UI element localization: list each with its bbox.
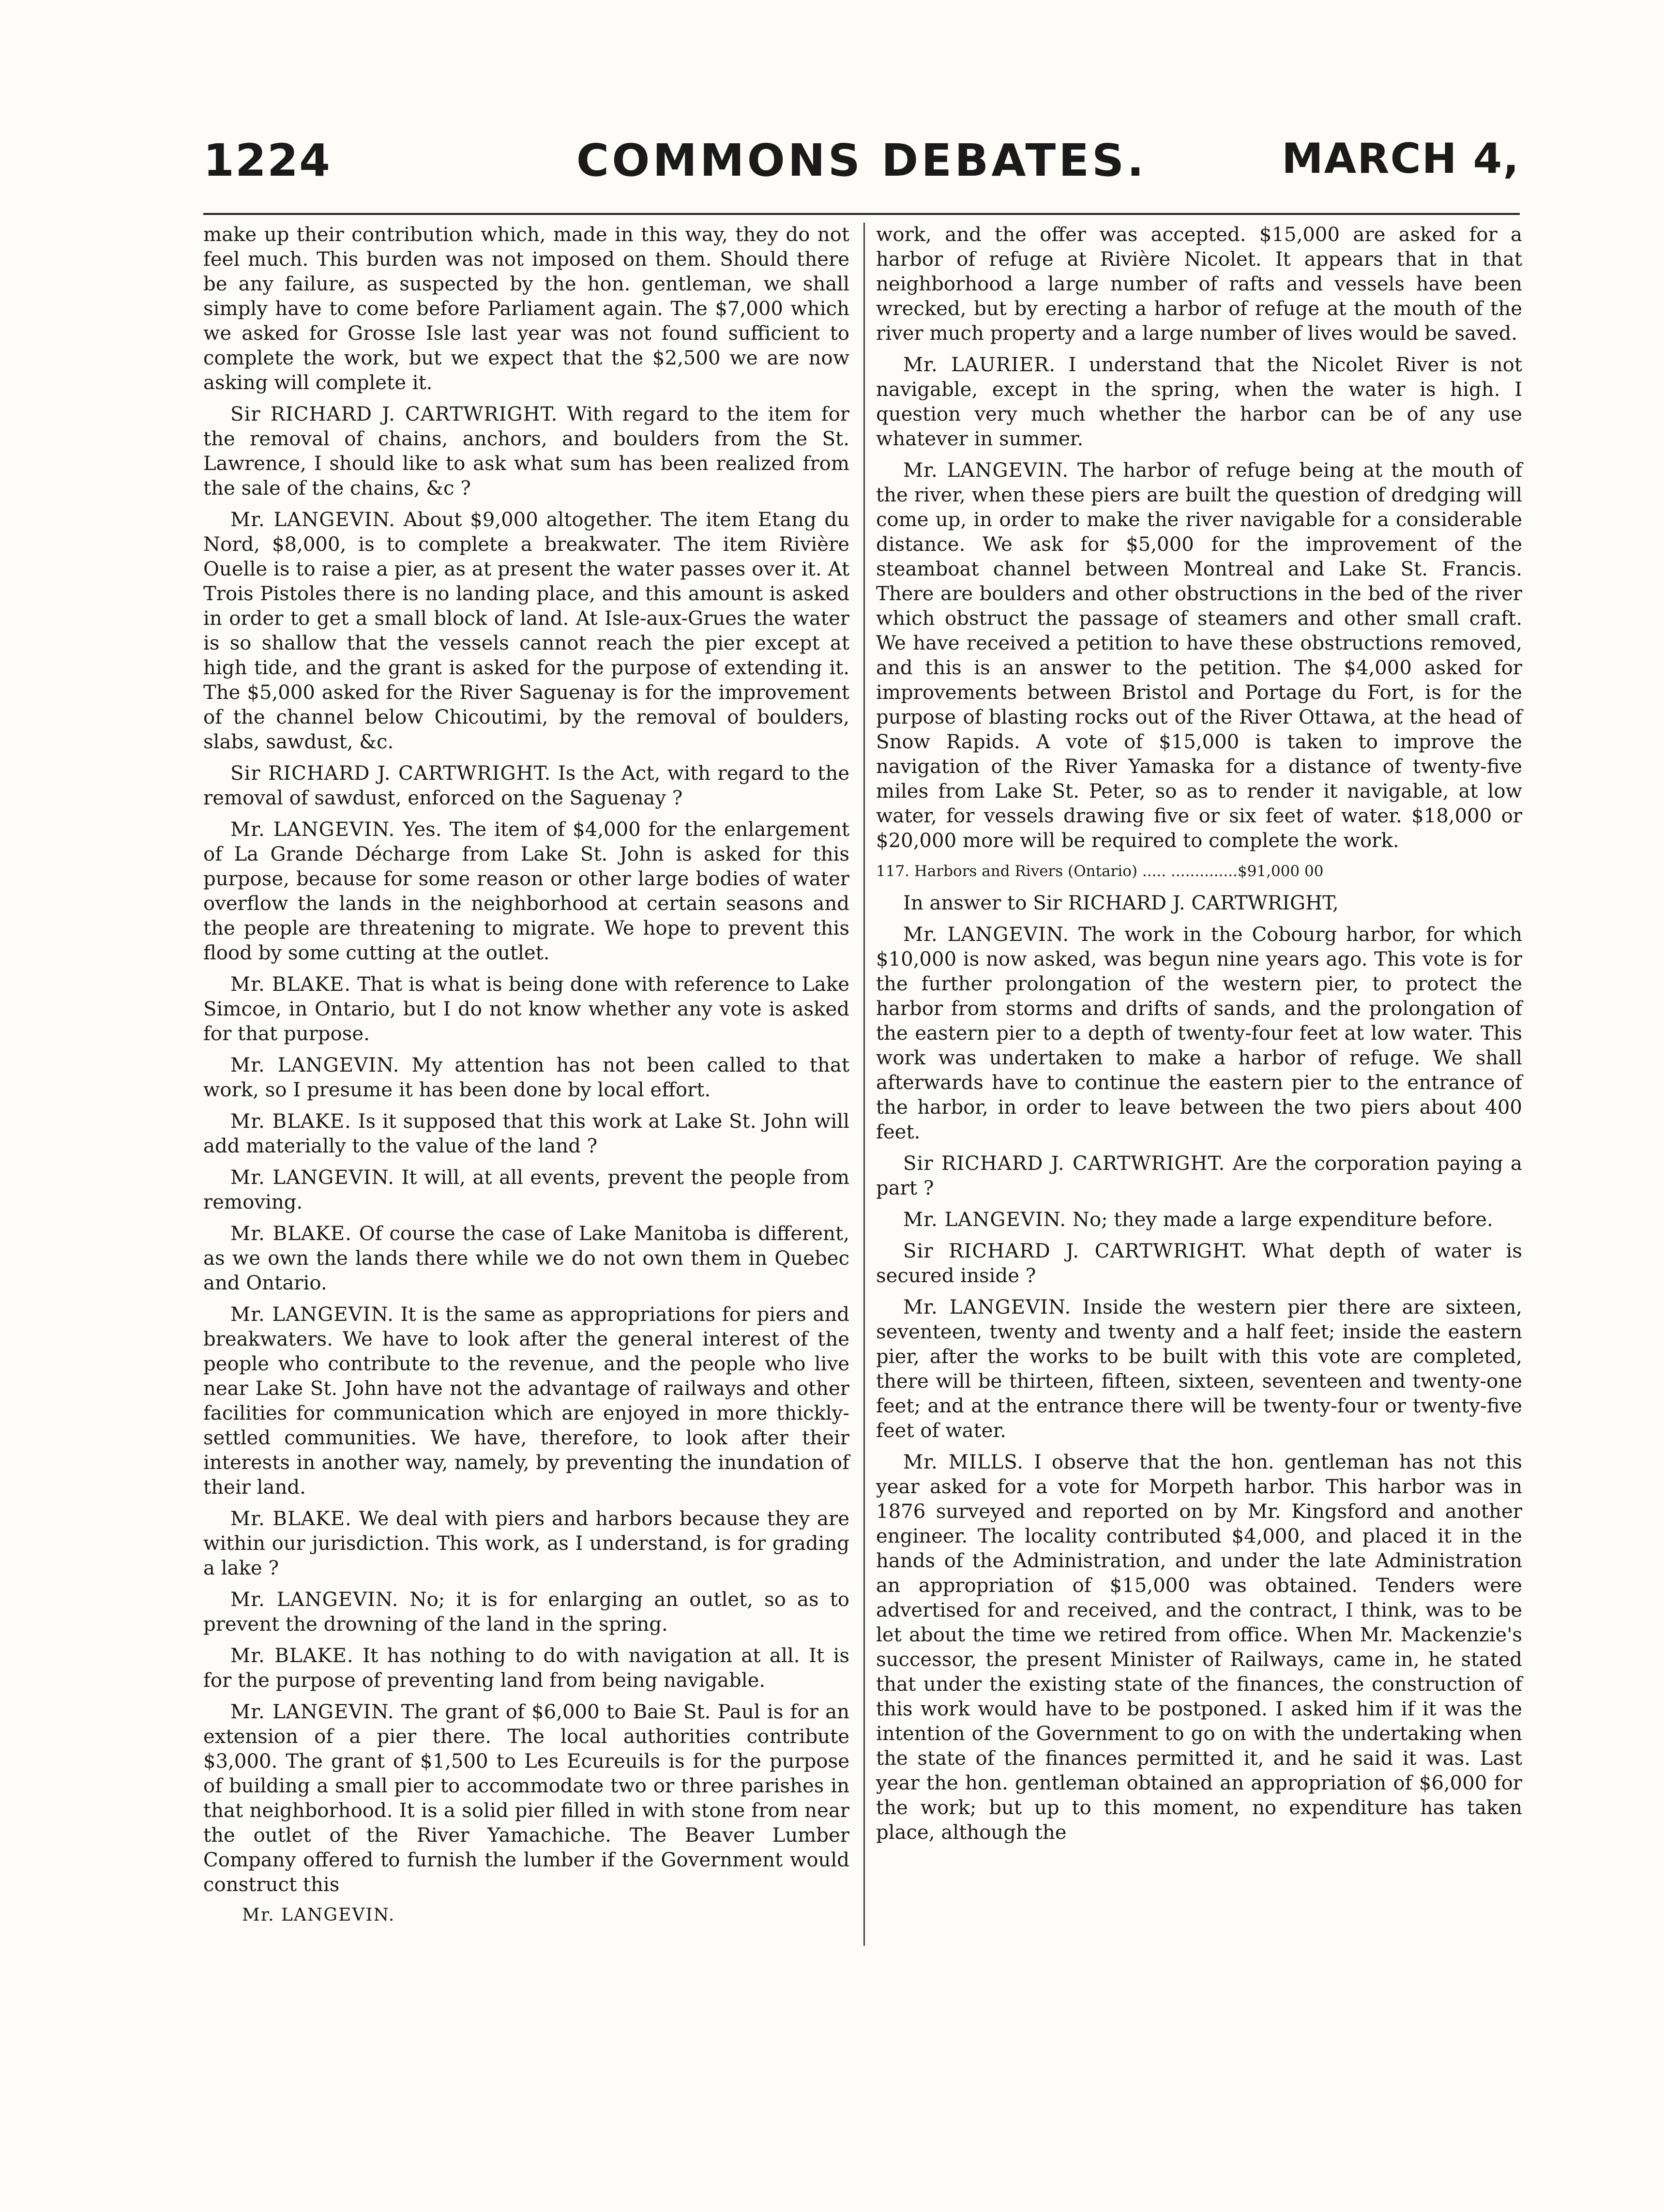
speech-text: Of course the case of Lake Manitoba is different, as we own the lands there while we do not own them in Quebec and Ontario. [203, 1223, 849, 1294]
paragraph [876, 923, 1522, 1145]
column-divider [863, 223, 865, 1946]
paragraph [203, 1053, 849, 1103]
speech-text: work, and the offer was accepted. $15,000 are asked for a harbor of refuge at Rivière Nicolet. It appears that in that neighborhood a large number of rafts and vessels have been wrecked, but by erecting a harbor of refuge at the mouth of the river much property and a large number of lives would be saved. [876, 224, 1522, 345]
header-rule [203, 213, 1520, 215]
paragraph [203, 818, 849, 966]
page-footer-catchword: Mr. LANGEVIN. [242, 1905, 395, 1925]
paragraph [203, 1222, 849, 1296]
speech-text: The grant of $6,000 to Baie St. Paul is for an extension of a pier there. The local authorities contribute $3,000. The grant of $1,500 to Les Ecureuils is for the purpose of building a small pier to accommodate two or three parishes in that neighborhood. It is a solid pier filled in with stone from near the outlet of the River Yamachiche. The Beaver Lumber Company offered to furnish the lumber if the Government would construct this [203, 1701, 849, 1896]
speech-text: make up their contribution which, made in this way, they do not feel much. This burden was not imposed on them. Should there be any failure, as suspected by the hon. gentleman, we shall simply have to come before Parliament again. The $7,000 which we asked for Grosse Isle last year was not found sufficient to complete the work, but we expect that the $2,500 we are now asking will complete it. [203, 224, 849, 394]
speech-text: Are the corporation paying a part ? [876, 1152, 1523, 1199]
paragraph [203, 972, 849, 1046]
speaker-name: Mr. LANGEVIN. [230, 818, 395, 841]
speech-text: About $9,000 altogether. The item Etang du Nord, $8,000, is to complete a breakwater. The item Rivière Ouelle is to raise a pier, as at present the water passes over it. At Trois Pistoles there is no landing place, and this amount is asked in order to get a small block of land. At Isle-aux-Grues the water is so shallow that the vessels cannot reach the pier except at high tide, and the grant is asked for the purpose of extending it. The $5,000 asked for the River Saguenay is for the improvement of the channel below Chicoutimi, by the removal of boulders, slabs, sawdust, &c. [203, 509, 850, 753]
paragraph [203, 1700, 849, 1897]
right-column [876, 223, 1522, 1852]
page-header [203, 135, 1520, 207]
speaker-name: Mr. LANGEVIN. [903, 1209, 1067, 1231]
speaker-name: Mr. LANGEVIN. [230, 1589, 399, 1611]
paragraph [203, 1588, 849, 1637]
paragraph [203, 1507, 849, 1581]
speaker-name: Mr. BLAKE. [230, 1508, 352, 1530]
paragraph [203, 761, 849, 811]
speech-text: That is what is being done with reference to Lake Simcoe, in Ontario, but I do not know whether any vote is asked for that purpose. [203, 973, 849, 1045]
left-paragraphs [203, 223, 849, 1897]
speaker-name: Mr. BLAKE. [230, 1645, 354, 1667]
paragraph [203, 1303, 849, 1500]
speech-text: No; it is for enlarging an outlet, so as to prevent the drowning of the land in the spring. [203, 1589, 849, 1636]
speech-text: The harbor of refuge being at the mouth of the river, when these piers are built the question of dredging will come up, in order to make the river navigable for a considerable distance. We ask for $5,000 for the improvement of the steamboat channel between Montreal and Lake St. Francis. There are boulders and other obstructions in the bed of the river which obstruct the passage of steamers and other small craft. We have received a petition to have these obstructions removed, and this is an answer to the petition. The $4,000 asked for improvements between Bristol and Portage du Fort, is for the purpose of blasting rocks out of the River Ottawa, at the head of Snow Rapids. A vote of $15,000 is taken to improve the navigation of the River Yamaska for a distance of twenty-five miles from Lake St. Peter, so as to render it navigable, at low water, for vessels drawing five or six feet of water. $18,000 or $20,000 more will be required to complete the work. [876, 459, 1522, 852]
speech-text: It is the same as appropriations for piers and breakwaters. We have to look after the general interest of the people who contribute to the revenue, and the people who live near Lake St. John have not the advantage of railways and other facilities for communication which are enjoyed in more thickly-settled communities. We have, therefore, to look after their interests in another way, namely, by preventing the inundation of their land. [203, 1303, 849, 1499]
speech-text: It has nothing to do with navigation at all. It is for the purpose of preventing land from being navigable. [203, 1645, 849, 1692]
speech-text: With regard to the item for the removal of chains, anchors, and boulders from the St. Lawrence, I should like to ask what sum has been realized from the sale of the chains, &c ? [203, 403, 849, 500]
paragraph [203, 402, 849, 501]
speaker-name: Mr. LANGEVIN. [903, 1296, 1072, 1318]
speaker-name: Mr. BLAKE. [230, 1110, 351, 1133]
paragraph [203, 1109, 849, 1159]
speech-text: I observe that the hon. gentleman has not this year asked for a vote for Morpeth harbor. This harbor was in 1876 surveyed and reported on by Mr. Kingsford and another engineer. The locality contributed $4,000, and placed it in the hands of the Administration, and under the late Administration an appropriation of $15,000 was obtained. Tenders were advertised for and received, and the contract, I think, was to be let about the time we retired from office. When Mr. Mackenzie's successor, the present Minister of Railways, came in, he stated that under the existing state of the finances, the construction of this work would have to be postponed. I asked him if it was the intention of the Government to go on with the undertaking when the state of the finances permitted it, and he said it was. Last year the hon. gentleman obtained an appropriation of $6,000 for the work; but up to this moment, no expenditure has taken place, although the [876, 1451, 1522, 1844]
speech-text: The work in the Cobourg harbor, for which $10,000 is now asked, was begun nine years ago. This vote is for the further prolongation of the western pier, to protect the harbor from storms and drifts of sands, and the prolongation of the eastern pier to a depth of twenty-four feet at low water. This work was undertaken to make a harbor of refuge. We shall afterwards have to continue the eastern pier to the entrance of the harbor, in order to leave between the two piers about 400 feet. [876, 924, 1522, 1143]
speaker-name: Mr. LAURIER. [903, 354, 1056, 376]
speech-text: Is the Act, with regard to the removal of sawdust, enforced on the Saguenay ? [203, 762, 849, 809]
page-date: MARCH 4, [1282, 135, 1520, 183]
left-column [203, 223, 849, 1926]
paragraph [876, 353, 1522, 452]
right-paragraphs-bottom [876, 923, 1522, 1845]
paragraph [876, 458, 1522, 853]
page-number: 1224 [203, 135, 332, 186]
speaker-name: Mr. LANGEVIN. [230, 509, 395, 531]
speaker-name: Sir RICHARD J. CARTWRIGHT. [230, 762, 551, 785]
speaker-name: Mr. LANGEVIN. [230, 1167, 394, 1189]
speech-text: My attention has not been called to that work, so I presume it has been done by local effort. [203, 1054, 849, 1101]
speaker-name: Sir RICHARD J. CARTWRIGHT. [903, 1240, 1248, 1262]
speech-text: Is it supposed that this work at Lake St. John will add materially to the value of the land ? [203, 1110, 849, 1157]
speech-text: Yes. The item of $4,000 for the enlargement of La Grande Décharge from Lake St. John is asked for this purpose, because for some reason or other large bodies of water overflow the lands in the neighborhood at certain seasons and the people are threatening to migrate. We hope to prevent this flood by some cutting at the outlet. [203, 818, 849, 964]
speech-text: What depth of water is secured inside ? [876, 1240, 1522, 1287]
publication-title: COMMONS DEBATES. [576, 135, 1147, 186]
paragraph [876, 1239, 1522, 1288]
paragraph [203, 1644, 849, 1693]
speaker-name: Sir RICHARD J. CARTWRIGHT. [230, 403, 558, 425]
paragraph [876, 1450, 1522, 1845]
speaker-name: Mr. LANGEVIN. [903, 459, 1069, 482]
paragraph [876, 223, 1522, 346]
speaker-name: Sir RICHARD J. CARTWRIGHT. [903, 1152, 1225, 1175]
paragraph [203, 508, 849, 755]
speech-text: No; they made a large expenditure before. [1072, 1209, 1493, 1231]
speaker-name: Mr. LANGEVIN. [230, 1701, 394, 1723]
paragraph [876, 1151, 1522, 1201]
speech-text: It will, at all events, prevent the people from removing. [203, 1167, 849, 1213]
paragraph [203, 223, 849, 395]
estimate-item: 117. Harbors and Rivers (Ontario) ..... ..............$91,000 00 [876, 863, 1324, 880]
speech-text: I understand that the Nicolet River is not navigable, except in the spring, when the water is high. I question very much whether the harbor can be of any use whatever in summer. [876, 354, 1523, 450]
speaker-name: Mr. LANGEVIN. [230, 1054, 400, 1076]
speaker-name: Mr. BLAKE. [230, 973, 351, 996]
paragraph [876, 1295, 1522, 1443]
speech-text: Inside the western pier there are sixteen, seventeen, twenty and twenty and a half feet; inside the eastern pier, after the works to be built with this vote are completed, there will be thirteen, fifteen, sixteen, seventeen and twenty-one feet; and at the entrance there will be twenty-four or twenty-five feet of water. [876, 1296, 1522, 1442]
speaker-name: Mr. MILLS. [903, 1451, 1024, 1473]
speech-text: We deal with piers and harbors because they are within our jurisdiction. This work, as I understand, is for grading a lake ? [203, 1508, 849, 1579]
speaker-name: Mr. LANGEVIN. [903, 924, 1070, 946]
answer-line: In answer to Sir RICHARD J. CARTWRIGHT, [903, 892, 1339, 914]
paragraph [876, 1208, 1522, 1232]
speaker-name: Mr. LANGEVIN. [230, 1303, 394, 1326]
paragraph [203, 1166, 849, 1215]
speaker-name: Mr. BLAKE. [230, 1223, 352, 1245]
right-paragraphs-top [876, 223, 1522, 853]
